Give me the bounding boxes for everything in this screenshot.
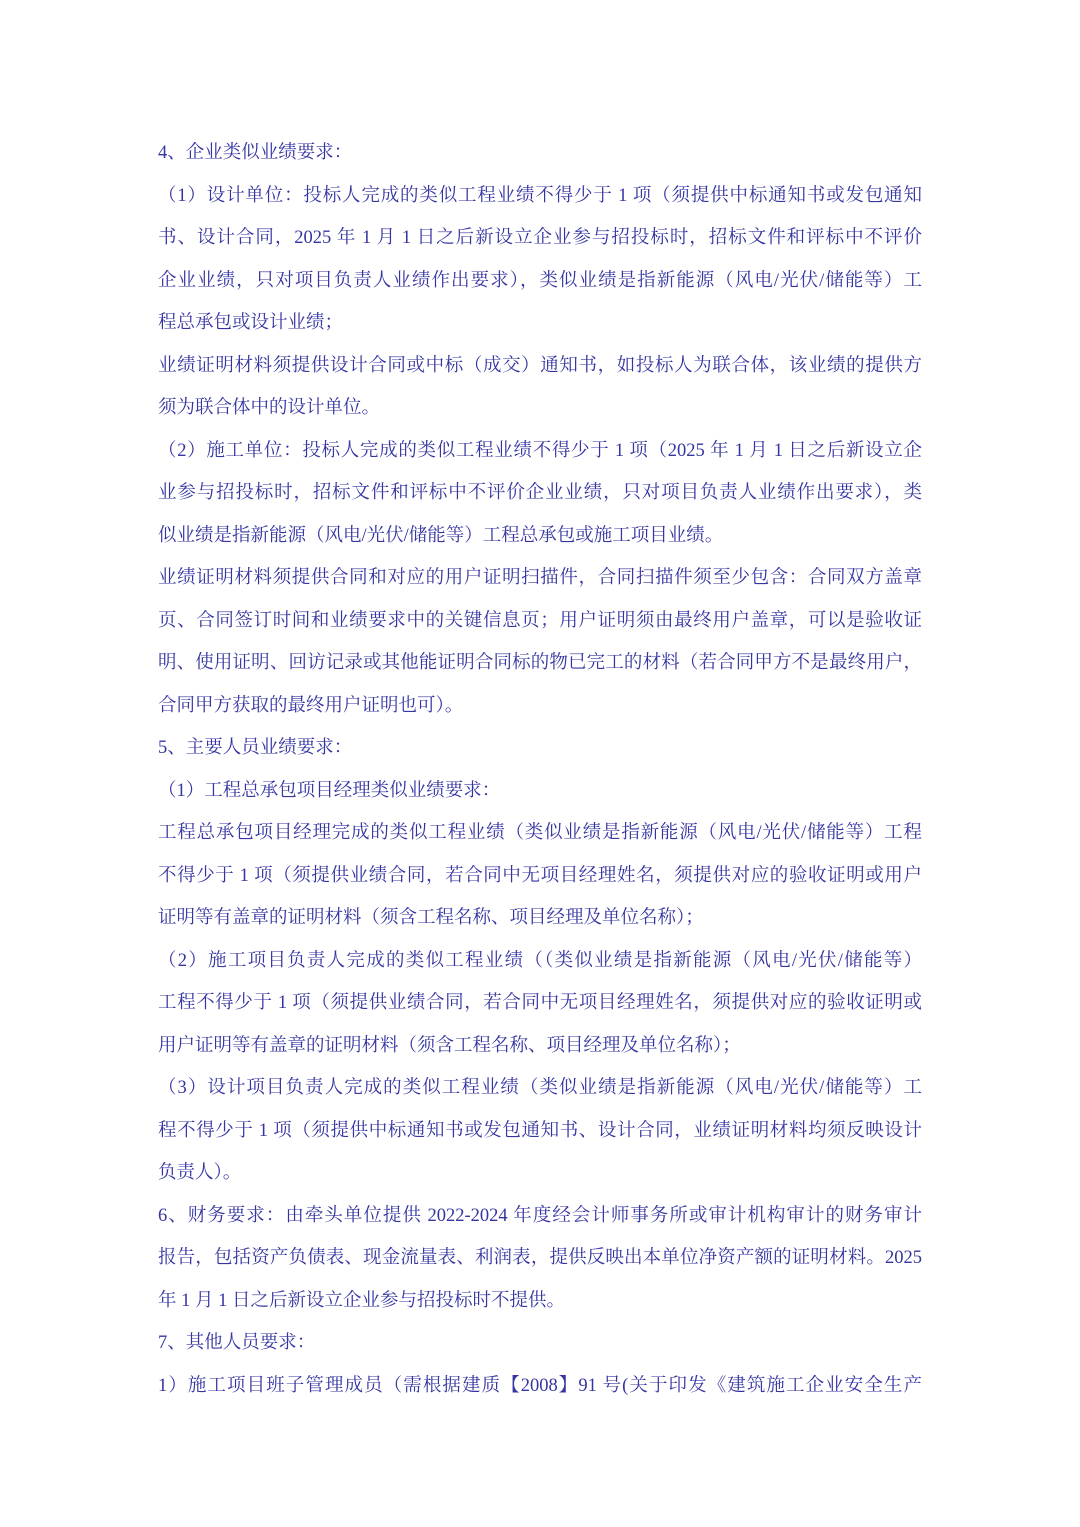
text-line: （2）施工项目负责人完成的类似工程业绩（（类似业绩是指新能源（风电/光伏/储能等） bbox=[158, 950, 922, 971]
text-line: 负责人）。 bbox=[158, 1163, 242, 1183]
epc-pm-heading bbox=[158, 770, 922, 813]
other-personnel-item-1 bbox=[158, 1365, 922, 1408]
epc-pm-requirement bbox=[158, 812, 922, 940]
text-line: 用户证明等有盖章的证明材料（须含工程名称、项目经理及单位名称）； bbox=[158, 1035, 741, 1056]
text-line: 明、使用证明、回访记录或其他能证明合同标的物已完工的材料（若合同甲方不是最终用户， bbox=[158, 653, 922, 673]
construction-performance-proof bbox=[158, 557, 922, 727]
text-line: 业绩证明材料须提供合同和对应的用户证明扫描件，合同扫描件须至少包含：合同双方盖章 bbox=[158, 568, 922, 588]
item-7-heading bbox=[158, 1322, 922, 1365]
text-line: 业参与招投标时，招标文件和评标中不评价企业业绩，只对项目负责人业绩作出要求），类 bbox=[158, 483, 922, 503]
text-line: 程不得少于 1 项（须提供中标通知书或发包通知书、设计合同，业绩证明材料均须反映设计 bbox=[158, 1120, 922, 1141]
text-line: 业绩证明材料须提供设计合同或中标（成交）通知书，如投标人为联合体，该业绩的提供方 bbox=[158, 355, 922, 376]
design-leader-requirement bbox=[158, 1067, 922, 1195]
text-line: 证明等有盖章的证明材料（须含工程名称、项目经理及单位名称）； bbox=[158, 908, 704, 928]
item-6-financial-requirement bbox=[158, 1195, 922, 1323]
text-line: 程总承包或设计业绩； bbox=[158, 313, 344, 333]
text-line: 似业绩是指新能源（风电/光伏/储能等）工程总承包或施工项目业绩。 bbox=[158, 525, 724, 546]
text-line: 须为联合体中的设计单位。 bbox=[158, 398, 381, 418]
design-unit-requirement bbox=[158, 175, 922, 345]
text-line: 1）施工项目班子管理成员（需根据建质【2008】91 号(关于印发《建筑施工企业安全生产 bbox=[158, 1375, 922, 1396]
text-line: 工程不得少于 1 项（须提供业绩合同，若合同中无项目经理姓名，须提供对应的验收证明或 bbox=[158, 993, 922, 1013]
text-line: 合同甲方获取的最终用户证明也可）。 bbox=[158, 695, 464, 716]
text-line: 报告，包括资产负债表、现金流量表、利润表，提供反映出本单位净资产额的证明材料。2025 bbox=[158, 1248, 922, 1268]
text-line: （3）设计项目负责人完成的类似工程业绩（类似业绩是指新能源（风电/光伏/储能等）工 bbox=[158, 1078, 922, 1098]
design-performance-proof bbox=[158, 345, 922, 430]
construction-leader-requirement bbox=[158, 940, 922, 1068]
text-line: （2）施工单位：投标人完成的类似工程业绩不得少于 1 项（2025 年 1 月 1 日之后新设立企 bbox=[158, 440, 922, 461]
text-line: 6、财务要求：由牵头单位提供 2022-2024 年度经会计师事务所或审计机构审计的财务审计 bbox=[158, 1205, 922, 1226]
text-line: 5、主要人员业绩要求： bbox=[158, 738, 353, 758]
text-line: （1）工程总承包项目经理类似业绩要求： bbox=[158, 780, 501, 801]
text-line: 7、其他人员要求： bbox=[158, 1333, 316, 1353]
text-line: （1）设计单位：投标人完成的类似工程业绩不得少于 1 项（须提供中标通知书或发包通知 bbox=[158, 185, 922, 206]
text-line: 企业业绩，只对项目负责人业绩作出要求），类似业绩是指新能源（风电/光伏/储能等）工 bbox=[158, 270, 922, 291]
construction-unit-requirement bbox=[158, 430, 922, 558]
item-4-heading bbox=[158, 132, 922, 175]
text-line: 年 1 月 1 日之后新设立企业参与招投标时不提供。 bbox=[158, 1290, 566, 1311]
item-5-heading bbox=[158, 727, 922, 770]
document-body bbox=[158, 132, 922, 1407]
text-line: 工程总承包项目经理完成的类似工程业绩（类似业绩是指新能源（风电/光伏/储能等）工程 bbox=[158, 823, 922, 843]
text-line: 4、企业类似业绩要求： bbox=[158, 143, 353, 163]
text-line: 书、设计合同，2025 年 1 月 1 日之后新设立企业参与招投标时，招标文件和评标中不评价 bbox=[158, 228, 922, 248]
text-line: 页、合同签订时间和业绩要求中的关键信息页；用户证明须由最终用户盖章，可以是验收证 bbox=[158, 610, 922, 631]
text-line: 不得少于 1 项（须提供业绩合同，若合同中无项目经理姓名，须提供对应的验收证明或用户 bbox=[158, 865, 922, 886]
